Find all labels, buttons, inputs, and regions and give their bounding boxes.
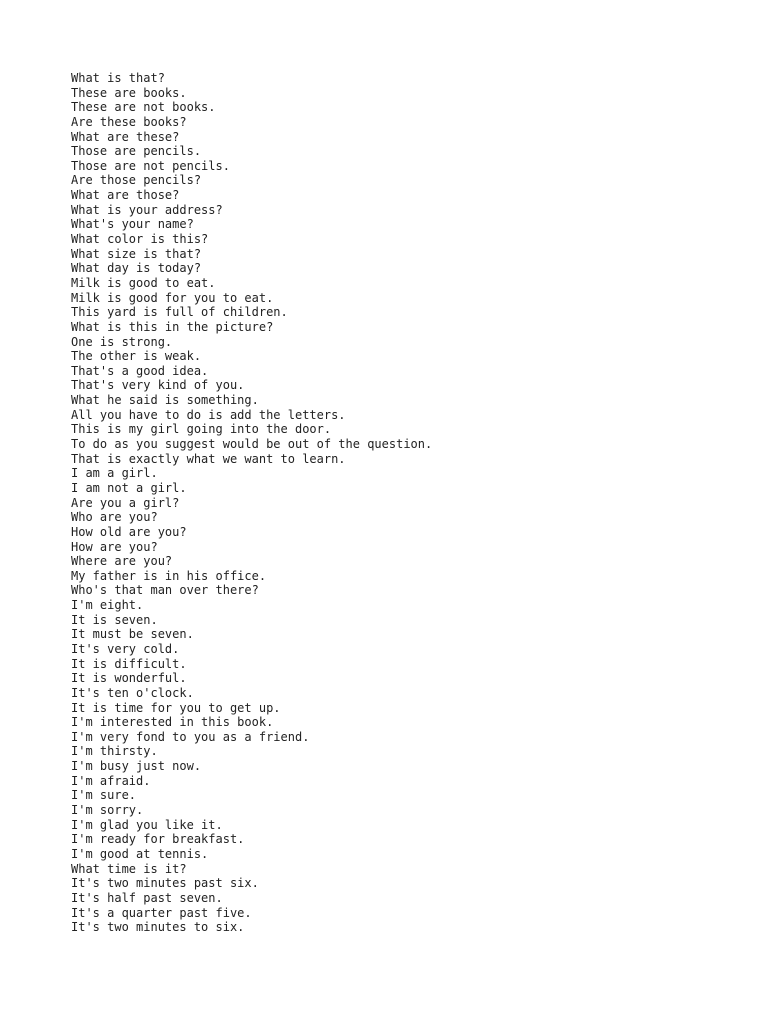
text-line: That is exactly what we want to learn. <box>71 451 346 466</box>
text-line: I'm good at tennis. <box>71 846 209 861</box>
text-line: To do as you suggest would be out of the question. <box>71 437 433 452</box>
text-line: Who are you? <box>71 510 158 525</box>
text-line: What's your name? <box>71 217 194 232</box>
text-line: It is difficult. <box>71 656 187 671</box>
text-line: It must be seven. <box>71 627 194 642</box>
text-line: Milk is good for you to eat. <box>71 290 274 305</box>
text-line: What time is it? <box>71 861 187 876</box>
text-line: What is this in the picture? <box>71 319 274 334</box>
text-line: It is seven. <box>71 612 158 627</box>
text-line: I'm afraid. <box>71 773 151 788</box>
text-line: These are books. <box>71 85 187 100</box>
text-line: One is strong. <box>71 334 173 349</box>
text-line: This is my girl going into the door. <box>71 422 332 437</box>
text-line: Where are you? <box>71 554 173 569</box>
text-line: Are you a girl? <box>71 495 180 510</box>
text-line: I'm busy just now. <box>71 759 202 774</box>
text-line: It is wonderful. <box>71 671 187 686</box>
text-line: I am not a girl. <box>71 480 187 495</box>
text-line: How are you? <box>71 539 158 554</box>
text-line: It is time for you to get up. <box>71 700 281 715</box>
text-line: Those are pencils. <box>71 144 202 159</box>
text-line: What he said is something. <box>71 393 259 408</box>
text-line: I'm interested in this book. <box>71 715 274 730</box>
text-line: I'm ready for breakfast. <box>71 832 245 847</box>
text-line: What is your address? <box>71 202 223 217</box>
text-line: I'm thirsty. <box>71 744 158 759</box>
text-line: What are these? <box>71 129 180 144</box>
text-line: Those are not pencils. <box>71 158 230 173</box>
text-line: Are these books? <box>71 114 187 129</box>
text-line: It's a quarter past five. <box>71 905 252 920</box>
text-line: Who's that man over there? <box>71 583 259 598</box>
text-line: It's two minutes past six. <box>71 876 259 891</box>
text-line: The other is weak. <box>71 349 202 364</box>
text-line: It's very cold. <box>71 641 180 656</box>
text-line: I'm eight. <box>71 598 144 613</box>
text-line: This yard is full of children. <box>71 305 288 320</box>
text-line: I am a girl. <box>71 466 158 481</box>
text-line: That's a good idea. <box>71 363 209 378</box>
text-line: What color is this? <box>71 232 209 247</box>
text-line: How old are you? <box>71 524 187 539</box>
text-line: I'm very fond to you as a friend. <box>71 729 310 744</box>
text-line: My father is in his office. <box>71 568 267 583</box>
text-line: These are not books. <box>71 100 216 115</box>
text-line: What are those? <box>71 188 180 203</box>
text-line: I'm sure. <box>71 788 137 803</box>
document-page <box>71 71 751 935</box>
text-line: Milk is good to eat. <box>71 275 216 290</box>
text-line: Are those pencils? <box>71 173 202 188</box>
text-line: It's half past seven. <box>71 890 223 905</box>
text-line: What is that? <box>71 71 165 85</box>
text-line: It's ten o'clock. <box>71 685 194 700</box>
text-line: What size is that? <box>71 246 202 261</box>
text-line: That's very kind of you. <box>71 378 245 393</box>
text-line: It's two minutes to six. <box>71 920 245 935</box>
text-line: All you have to do is add the letters. <box>71 407 346 422</box>
text-line: What day is today? <box>71 261 202 276</box>
text-line: I'm sorry. <box>71 803 144 818</box>
text-line: I'm glad you like it. <box>71 817 223 832</box>
